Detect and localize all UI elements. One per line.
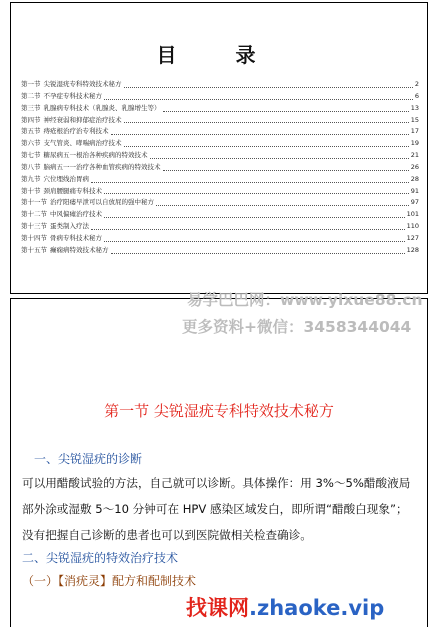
toc-section: 第六节 xyxy=(21,139,41,148)
toc-leader xyxy=(163,170,409,171)
toc-row[interactable] xyxy=(21,79,419,91)
toc-list xyxy=(21,79,419,257)
toc-row[interactable] xyxy=(21,245,419,257)
toc-name: 癫痫病特效技术秘方 xyxy=(50,245,109,254)
watermark-contact: 更多资料+微信：3458344044 xyxy=(182,318,412,336)
toc-name: 尖锐湿疣专科特效技术秘方 xyxy=(43,80,122,88)
toc-page-number: 128 xyxy=(406,245,419,254)
toc-section: 第十一节 xyxy=(21,198,47,207)
toc-leader xyxy=(104,193,409,194)
watermark-bottom-cn: 找课网 xyxy=(186,596,249,620)
toc-section: 第三节 xyxy=(21,103,41,112)
toc-leader xyxy=(91,229,405,230)
toc-page xyxy=(10,2,428,294)
toc-row[interactable] xyxy=(21,126,419,138)
subheading-treatment: 二、尖锐湿疣的特效治疗技术 xyxy=(22,551,179,565)
toc-name: 脑病五一一治疗各种血管疾病的特效技术 xyxy=(43,162,161,171)
toc-row[interactable] xyxy=(21,186,419,198)
subheading-diagnosis: 一、尖锐湿疣的诊断 xyxy=(34,452,143,466)
toc-leader xyxy=(104,217,405,218)
toc-row[interactable] xyxy=(21,221,419,233)
toc-name: 不孕症专科技术秘方 xyxy=(43,91,102,100)
toc-row[interactable] xyxy=(21,197,419,209)
body-paragraph: 可以用醋酸试验的方法，自己就可以诊断。具体操作：用 3%～5%醋酸液局部外涂或湿敷 5～10 分钟可在 HPV 感染区域发白，即所谓“醋酸白现象”；没有把握自己诊断的患者也可以到医院做相关检查确诊。 xyxy=(22,476,411,542)
toc-row[interactable] xyxy=(21,209,419,221)
toc-page-number: 17 xyxy=(410,127,419,136)
toc-title: 目 录 xyxy=(156,43,282,67)
watermark-bottom xyxy=(186,592,384,622)
toc-page-number: 26 xyxy=(410,162,419,171)
toc-section: 第十五节 xyxy=(21,245,47,254)
toc-page-number: 97 xyxy=(410,198,419,207)
toc-name: 神经衰弱和抑郁症治疗技术 xyxy=(43,115,122,124)
toc-section: 第七节 xyxy=(21,151,41,160)
toc-page-number: 2 xyxy=(414,80,419,88)
toc-name: 乳腺病专科技术（乳腺炎、乳腺增生等） xyxy=(43,103,161,112)
toc-section: 第二节 xyxy=(21,91,41,100)
toc-page-number: 28 xyxy=(410,174,419,183)
toc-section: 第十二节 xyxy=(21,210,47,219)
subheading-formula: （一）【消疣灵】配方和配制技术 xyxy=(22,574,197,588)
toc-row[interactable] xyxy=(21,115,419,127)
toc-page-number: 101 xyxy=(406,210,419,219)
toc-page-number: 19 xyxy=(410,139,419,148)
toc-name: 支气管炎、哮喘病治疗技术 xyxy=(43,139,122,148)
toc-leader xyxy=(111,253,405,254)
toc-leader xyxy=(111,134,409,135)
watermark-site: 易学巴巴网：www.yixue88.cn xyxy=(187,291,423,309)
toc-section: 第十三节 xyxy=(21,222,47,231)
toc-section: 第十节 xyxy=(21,186,41,195)
toc-name: 蛋类制入疗法 xyxy=(50,222,89,231)
toc-leader xyxy=(124,146,409,147)
toc-row[interactable] xyxy=(21,138,419,150)
toc-page-number: 110 xyxy=(406,222,419,231)
toc-name: 中风偏瘫治疗技术 xyxy=(50,210,102,219)
toc-page-number: 91 xyxy=(410,186,419,195)
toc-name: 骨病专科技术秘方 xyxy=(50,233,102,242)
toc-page-number: 21 xyxy=(410,151,419,160)
toc-leader xyxy=(91,182,409,183)
toc-row[interactable] xyxy=(21,103,419,115)
toc-leader xyxy=(104,99,413,100)
toc-section: 第四节 xyxy=(21,115,41,124)
toc-leader xyxy=(156,205,409,206)
toc-name: 治疗阳痿早泄可以自放屁的强中秘方 xyxy=(50,198,154,207)
toc-row[interactable] xyxy=(21,174,419,186)
toc-section: 第五节 xyxy=(21,127,41,136)
toc-name: 痔疮根治疗治专利技术 xyxy=(43,127,109,136)
toc-row[interactable] xyxy=(21,150,419,162)
toc-section: 第十四节 xyxy=(21,233,47,242)
toc-section: 第九节 xyxy=(21,174,41,183)
section-title: 第一节 尖锐湿疣专科特效技术秘方 xyxy=(104,402,334,420)
toc-row[interactable] xyxy=(21,91,419,103)
watermark-bottom-url: .zhaoke.vip xyxy=(249,596,385,620)
toc-leader xyxy=(163,111,409,112)
toc-name: 穴位埋线治胃病 xyxy=(43,174,89,183)
toc-page-number: 13 xyxy=(410,103,419,112)
toc-page-number: 15 xyxy=(410,115,419,124)
toc-page-number: 6 xyxy=(414,91,419,100)
toc-leader xyxy=(124,87,413,88)
toc-section: 第一节 xyxy=(21,80,41,88)
toc-row[interactable] xyxy=(21,162,419,174)
toc-page-number: 127 xyxy=(406,233,419,242)
toc-row[interactable] xyxy=(21,233,419,245)
toc-leader xyxy=(124,122,409,123)
toc-name: 颈肩腰腿痛专科技术 xyxy=(43,186,102,195)
toc-section: 第八节 xyxy=(21,162,41,171)
toc-name: 糖尿病五一根治各种疾病的特效技术 xyxy=(43,151,148,160)
toc-leader xyxy=(150,158,409,159)
toc-leader xyxy=(104,241,405,242)
